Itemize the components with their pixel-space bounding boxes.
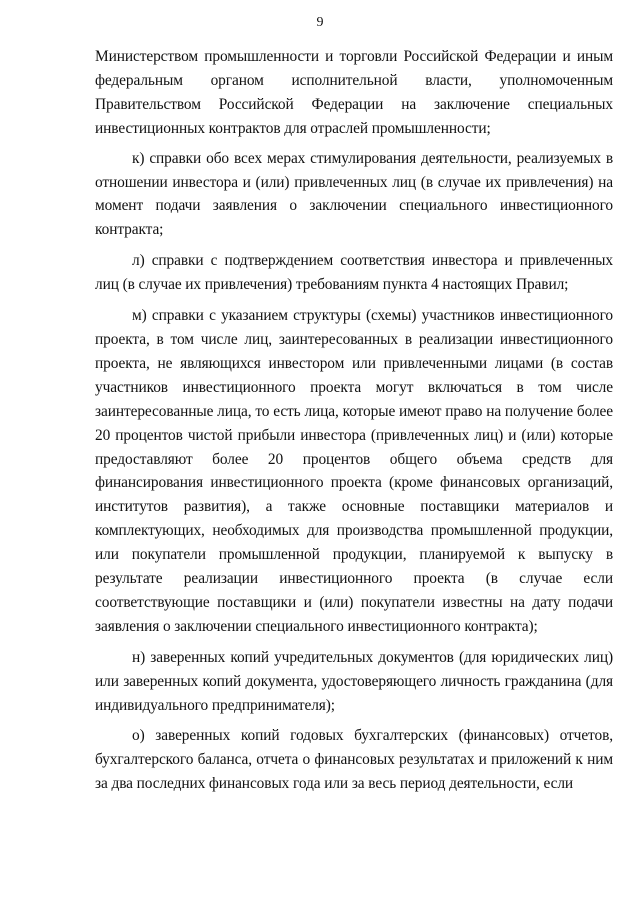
page-number: 9 (316, 15, 324, 30)
paragraph-continuation: Министерством промышленности и торговли Российской Федерации и иным федеральным органом исполнительной власти, уполномоченным Правительством Российской Федерации на заключение специальных инвестиционных контрактов для отраслей промышленности; (95, 48, 613, 137)
paragraph-item-m: м) справки с указанием структуры (схемы) участников инвестиционного проекта, в том числе лиц, заинтересованных в реализации инвестиционного проекта, не являющихся инвестором или привлеченными лицами (в состав участников инвестиционного проекта могут включаться в том числе заинтересованные лица, то есть лица, которые имеют право на получение более 20 процентов чистой прибыли инвестора (привлеченных лиц) и (или) которые предоставляют более 20 процентов общего объема средств для финансирования инвестиционного проекта (кроме финансовых организаций, институтов развития), а также основные поставщики материалов и комплектующих, необходимых для производства промышленной продукции, или покупатели промышленной продукции, планируемой к выпуску в результате реализации инвестиционного проекта (в случае если соответствующие поставщики и (или) покупатели известны на дату подачи заявления о заключении специального инвестиционного контракта); (95, 307, 613, 635)
paragraph-item-k: к) справки обо всех мерах стимулирования деятельности, реализуемых в отношении инвестора и (или) привлеченных лиц (в случае их привлечения) на момент подачи заявления о заключении специального инвестиционного контракта; (95, 149, 613, 239)
paragraph-item-o: о) заверенных копий годовых бухгалтерских (финансовых) отчетов, бухгалтерского баланса, отчета о финансовых результатах и приложений к ним за два последних финансовых года или за весь период деятельности, если (95, 727, 613, 793)
paragraph-item-l: л) справки с подтверждением соответствия инвестора и привлеченных лиц (в случае их привлечения) требованиям пункта 4 настоящих Правил; (95, 252, 613, 294)
paragraph-item-n: н) заверенных копий учредительных документов (для юридических лиц) или заверенных копий документа, удостоверяющего личность гражданина (для индивидуального предпринимателя); (95, 648, 613, 714)
document-body (95, 45, 613, 803)
